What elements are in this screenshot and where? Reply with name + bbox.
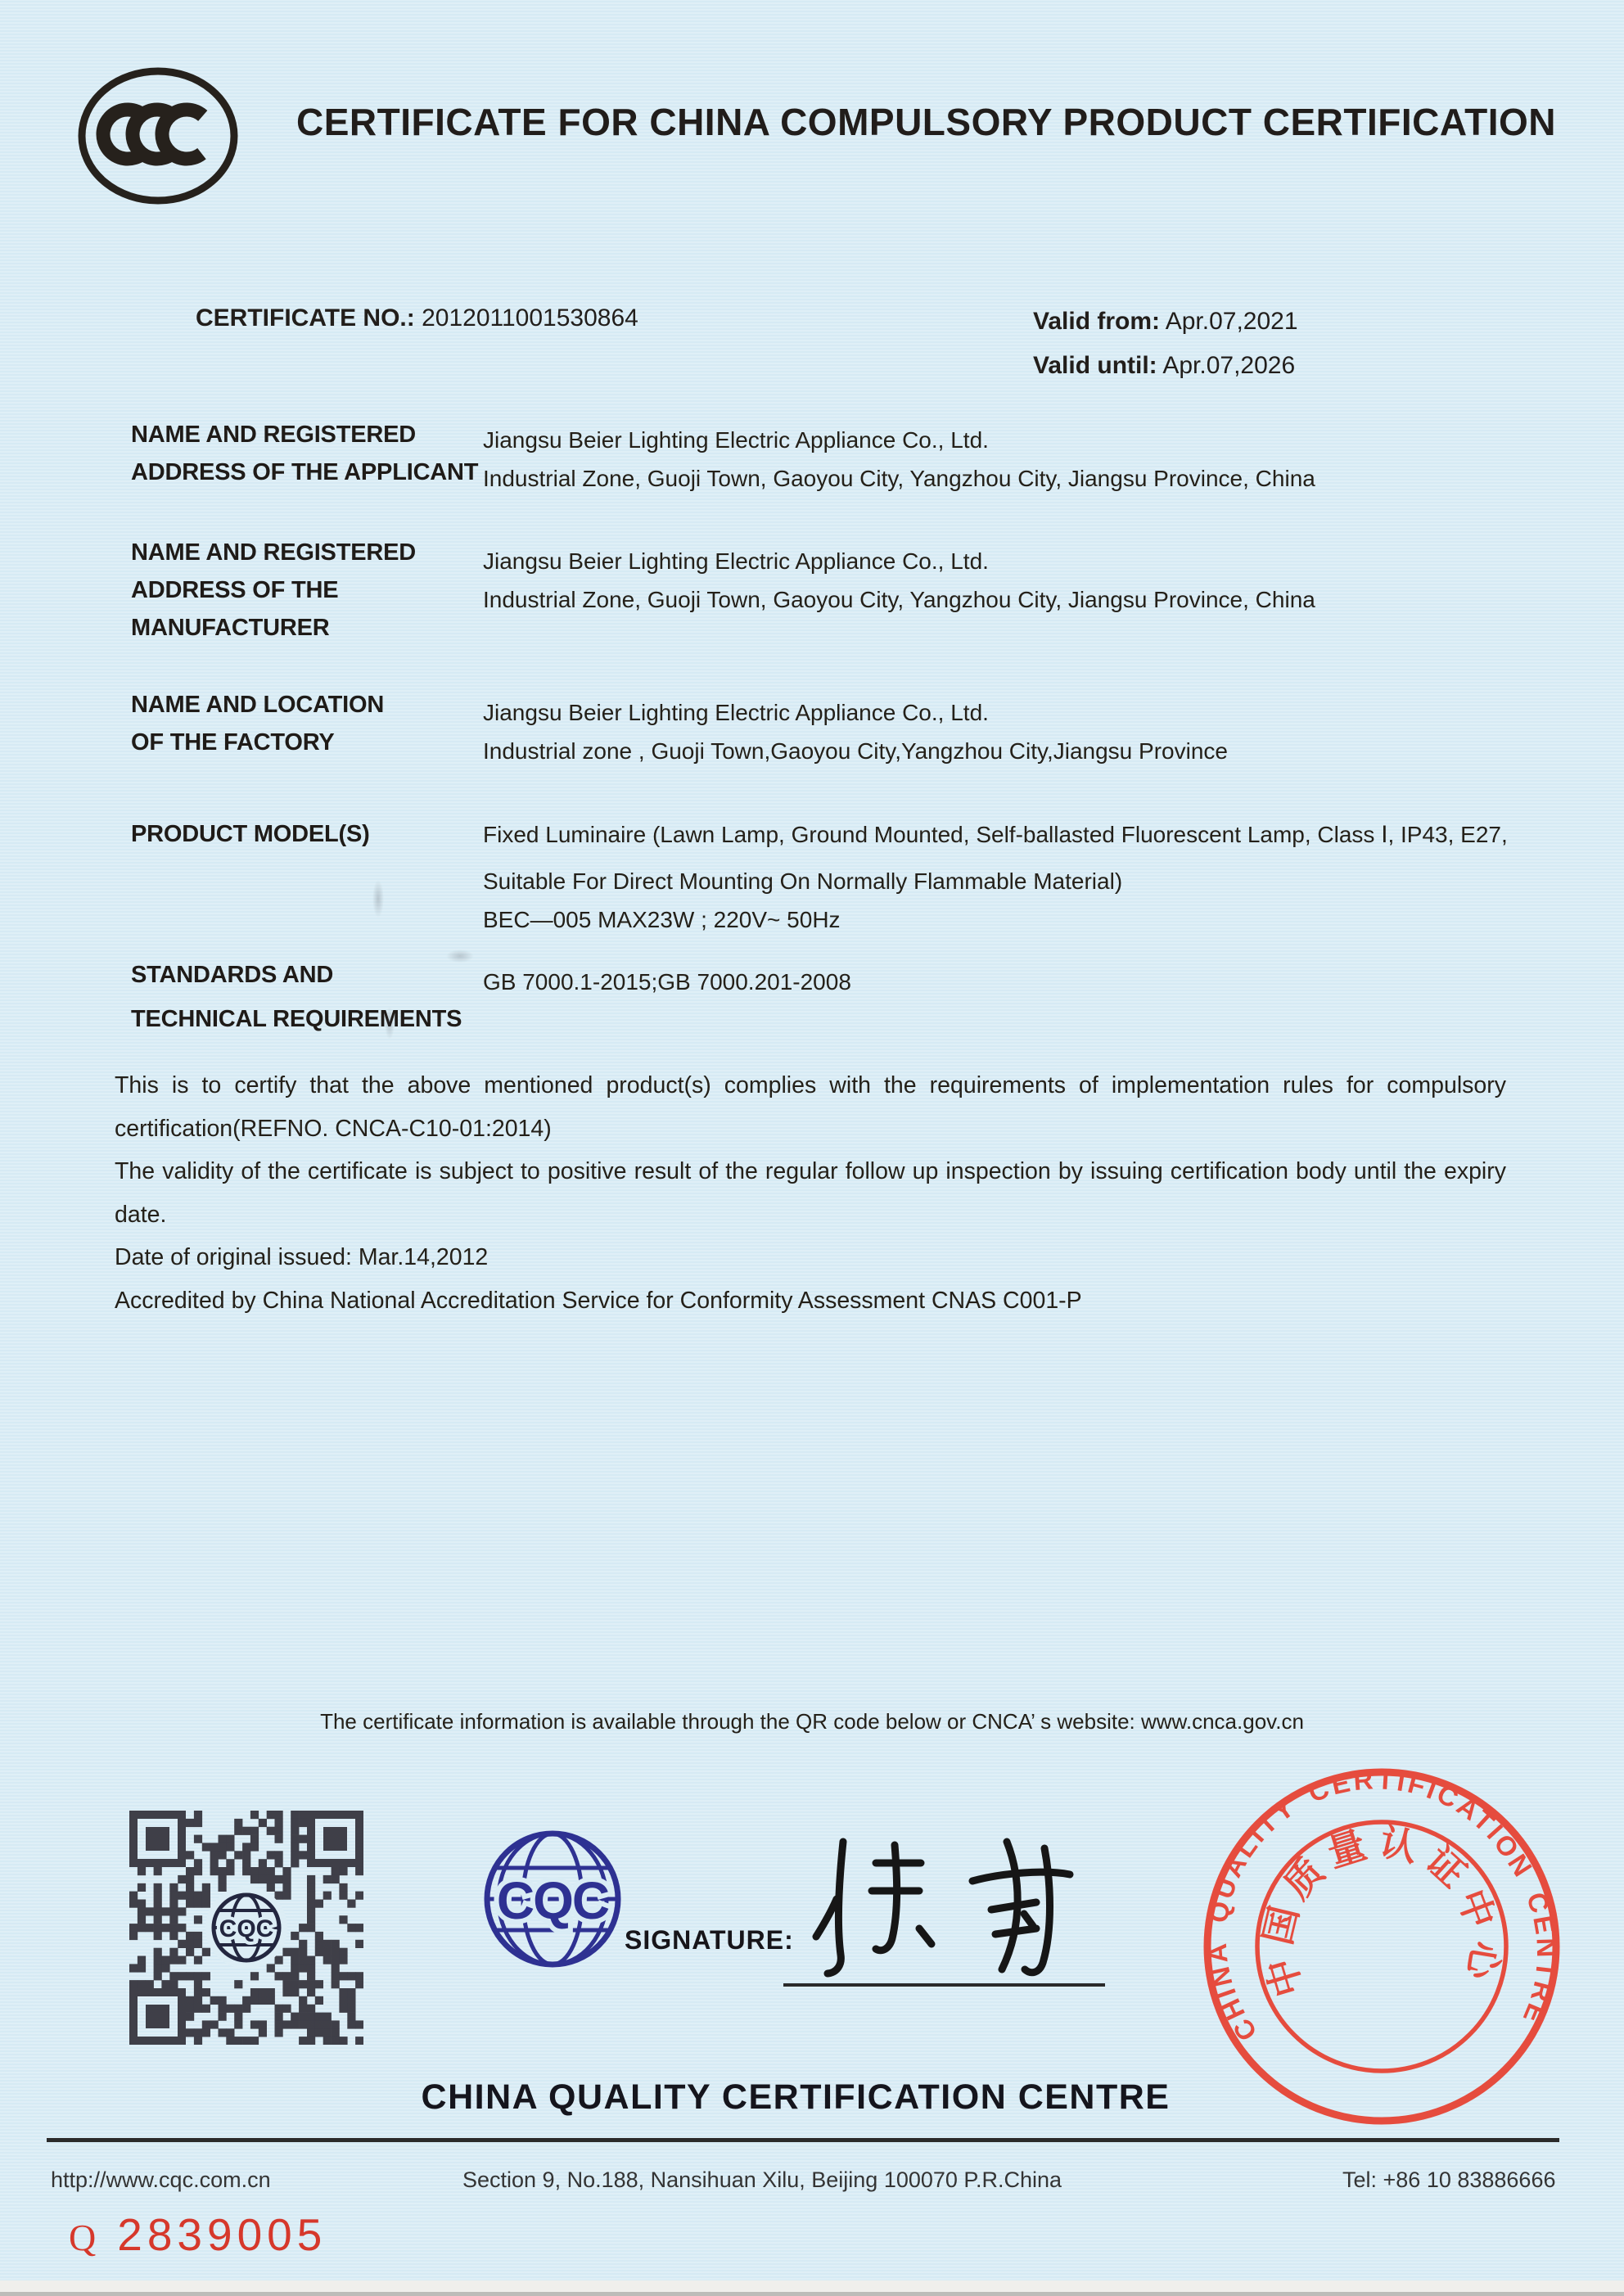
page-title: CERTIFICATE FOR CHINA COMPULSORY PRODUCT CERTIFICATION [296,101,1557,143]
applicant-label-line1: NAME AND REGISTERED [131,422,416,448]
qr-code-note: The certificate information is available through the QR code below or CNCA’ s website: www.cnca.gov.cn [320,1709,1304,1734]
manufacturer-label-line2: ADDRESS OF THE [131,577,339,603]
product-models-value [483,815,1563,939]
valid-until-value: Apr.07,2026 [1162,352,1296,379]
valid-from-label: Valid from: [1033,308,1161,335]
applicant-value [483,421,1563,498]
product-description-line2: Suitable For Direct Mounting On Normally Flammable Material) [483,868,1123,894]
issuer-name: CHINA QUALITY CERTIFICATION CENTRE [421,2077,1171,2117]
ink-smudge [372,880,384,918]
footer-divider [47,2138,1559,2142]
manufacturer-name: Jiangsu Beier Lighting Electric Appliance Co., Ltd. [483,548,989,574]
certification-statement [115,1064,1506,1323]
original-issue-date: Date of original issued: Mar.14,2012 [115,1244,489,1271]
manufacturer-label-line1: NAME AND REGISTERED [131,539,416,566]
qr-code [129,1811,363,2045]
factory-label [131,686,495,761]
factory-name: Jiangsu Beier Lighting Electric Appliance Co., Ltd. [483,700,989,725]
certificate-number-row [196,304,638,332]
footer-telephone: Tel: +86 10 83886666 [1342,2167,1556,2192]
standards-value [483,963,1563,1001]
manufacturer-address: Industrial Zone, Guoji Town, Gaoyou City, Yangzhou City, Jiangsu Province, China [483,587,1315,612]
validity-clause-line2: date. [115,1201,167,1228]
cqc-logo-text: CQC [496,1871,609,1930]
valid-from-row [1033,300,1298,344]
accreditation-note: Accredited by China National Accreditation Service for Conformity Assessment CNAS C001-P [115,1287,1082,1314]
factory-label-line2: OF THE FACTORY [131,729,335,756]
product-model-number: BEC—005 MAX23W ; 220V~ 50Hz [483,907,841,932]
factory-value [483,693,1563,770]
serial-number [69,2208,327,2261]
product-models-label-line1: PRODUCT MODEL(S) [131,821,370,847]
standards-codes: GB 7000.1-2015;GB 7000.201-2008 [483,969,851,995]
qr-center-cqc-icon [205,1887,287,1969]
manufacturer-label [131,534,495,647]
signature-label: SIGNATURE: [625,1925,794,1955]
certificate-number-label: CERTIFICATE NO.: [196,304,415,332]
statement-line2: certification(REFNO. CNCA-C10-01:2014) [115,1115,552,1142]
signature-handwriting [798,1832,1117,1987]
manufacturer-label-line3: MANUFACTURER [131,615,330,641]
applicant-label [131,416,495,491]
factory-label-line1: NAME AND LOCATION [131,692,385,718]
ccc-mark-icon [75,65,249,211]
validity-clause-line1: The validity of the certificate is subject to positive result of the regular follow up inspection by issuing certification body until the expiry [115,1158,1506,1185]
footer-website: http://www.cqc.com.cn [51,2167,271,2192]
cqc-globe-icon [475,1827,630,1982]
statement-line1: This is to certify that the above mentioned product(s) complies with the requirements of implementation rules for compulsory [115,1072,1506,1098]
standards-label-line1: STANDARDS AND [131,962,334,988]
manufacturer-value [483,542,1563,619]
product-models-label [131,815,495,853]
certificate-number-value: 2012011001530864 [422,304,638,332]
scan-bottom-edge [0,2292,1624,2296]
factory-address: Industrial zone , Guoji Town,Gaoyou City,Yangzhou City,Jiangsu Province [483,738,1228,764]
standards-label-line2: TECHNICAL REQUIREMENTS [131,1006,462,1032]
validity-block [1033,300,1298,388]
cqc-red-stamp [1197,1761,1567,2131]
applicant-label-line2: ADDRESS OF THE APPLICANT [131,459,479,485]
stamp-chinese-text: 中国质量认证中心 [1256,1820,1508,2002]
product-description-line1: Fixed Luminaire (Lawn Lamp, Ground Mounted, Self-ballasted Fluorescent Lamp, Class Ⅰ, IP43, E27, [483,822,1508,847]
serial-prefix: Q [69,2217,97,2258]
ink-smudge [385,1007,395,1040]
applicant-name: Jiangsu Beier Lighting Electric Appliance Co., Ltd. [483,427,989,453]
footer-address: Section 9, No.188, Nansihuan Xilu, Beijing 100070 P.R.China [462,2167,1062,2192]
valid-from-value: Apr.07,2021 [1165,308,1298,335]
svg-text:CQC: CQC [219,1915,274,1942]
ink-smudge [446,950,474,963]
valid-until-label: Valid until: [1033,352,1157,379]
standards-label [131,956,495,1038]
applicant-address: Industrial Zone, Guoji Town, Gaoyou City, Yangzhou City, Jiangsu Province, China [483,466,1315,491]
stamp-latin-text: CHINA QUALITY CERTIFICATION CENTRE [1201,1764,1563,2047]
valid-until-row [1033,344,1298,388]
serial-digits: 2839005 [117,2209,327,2260]
